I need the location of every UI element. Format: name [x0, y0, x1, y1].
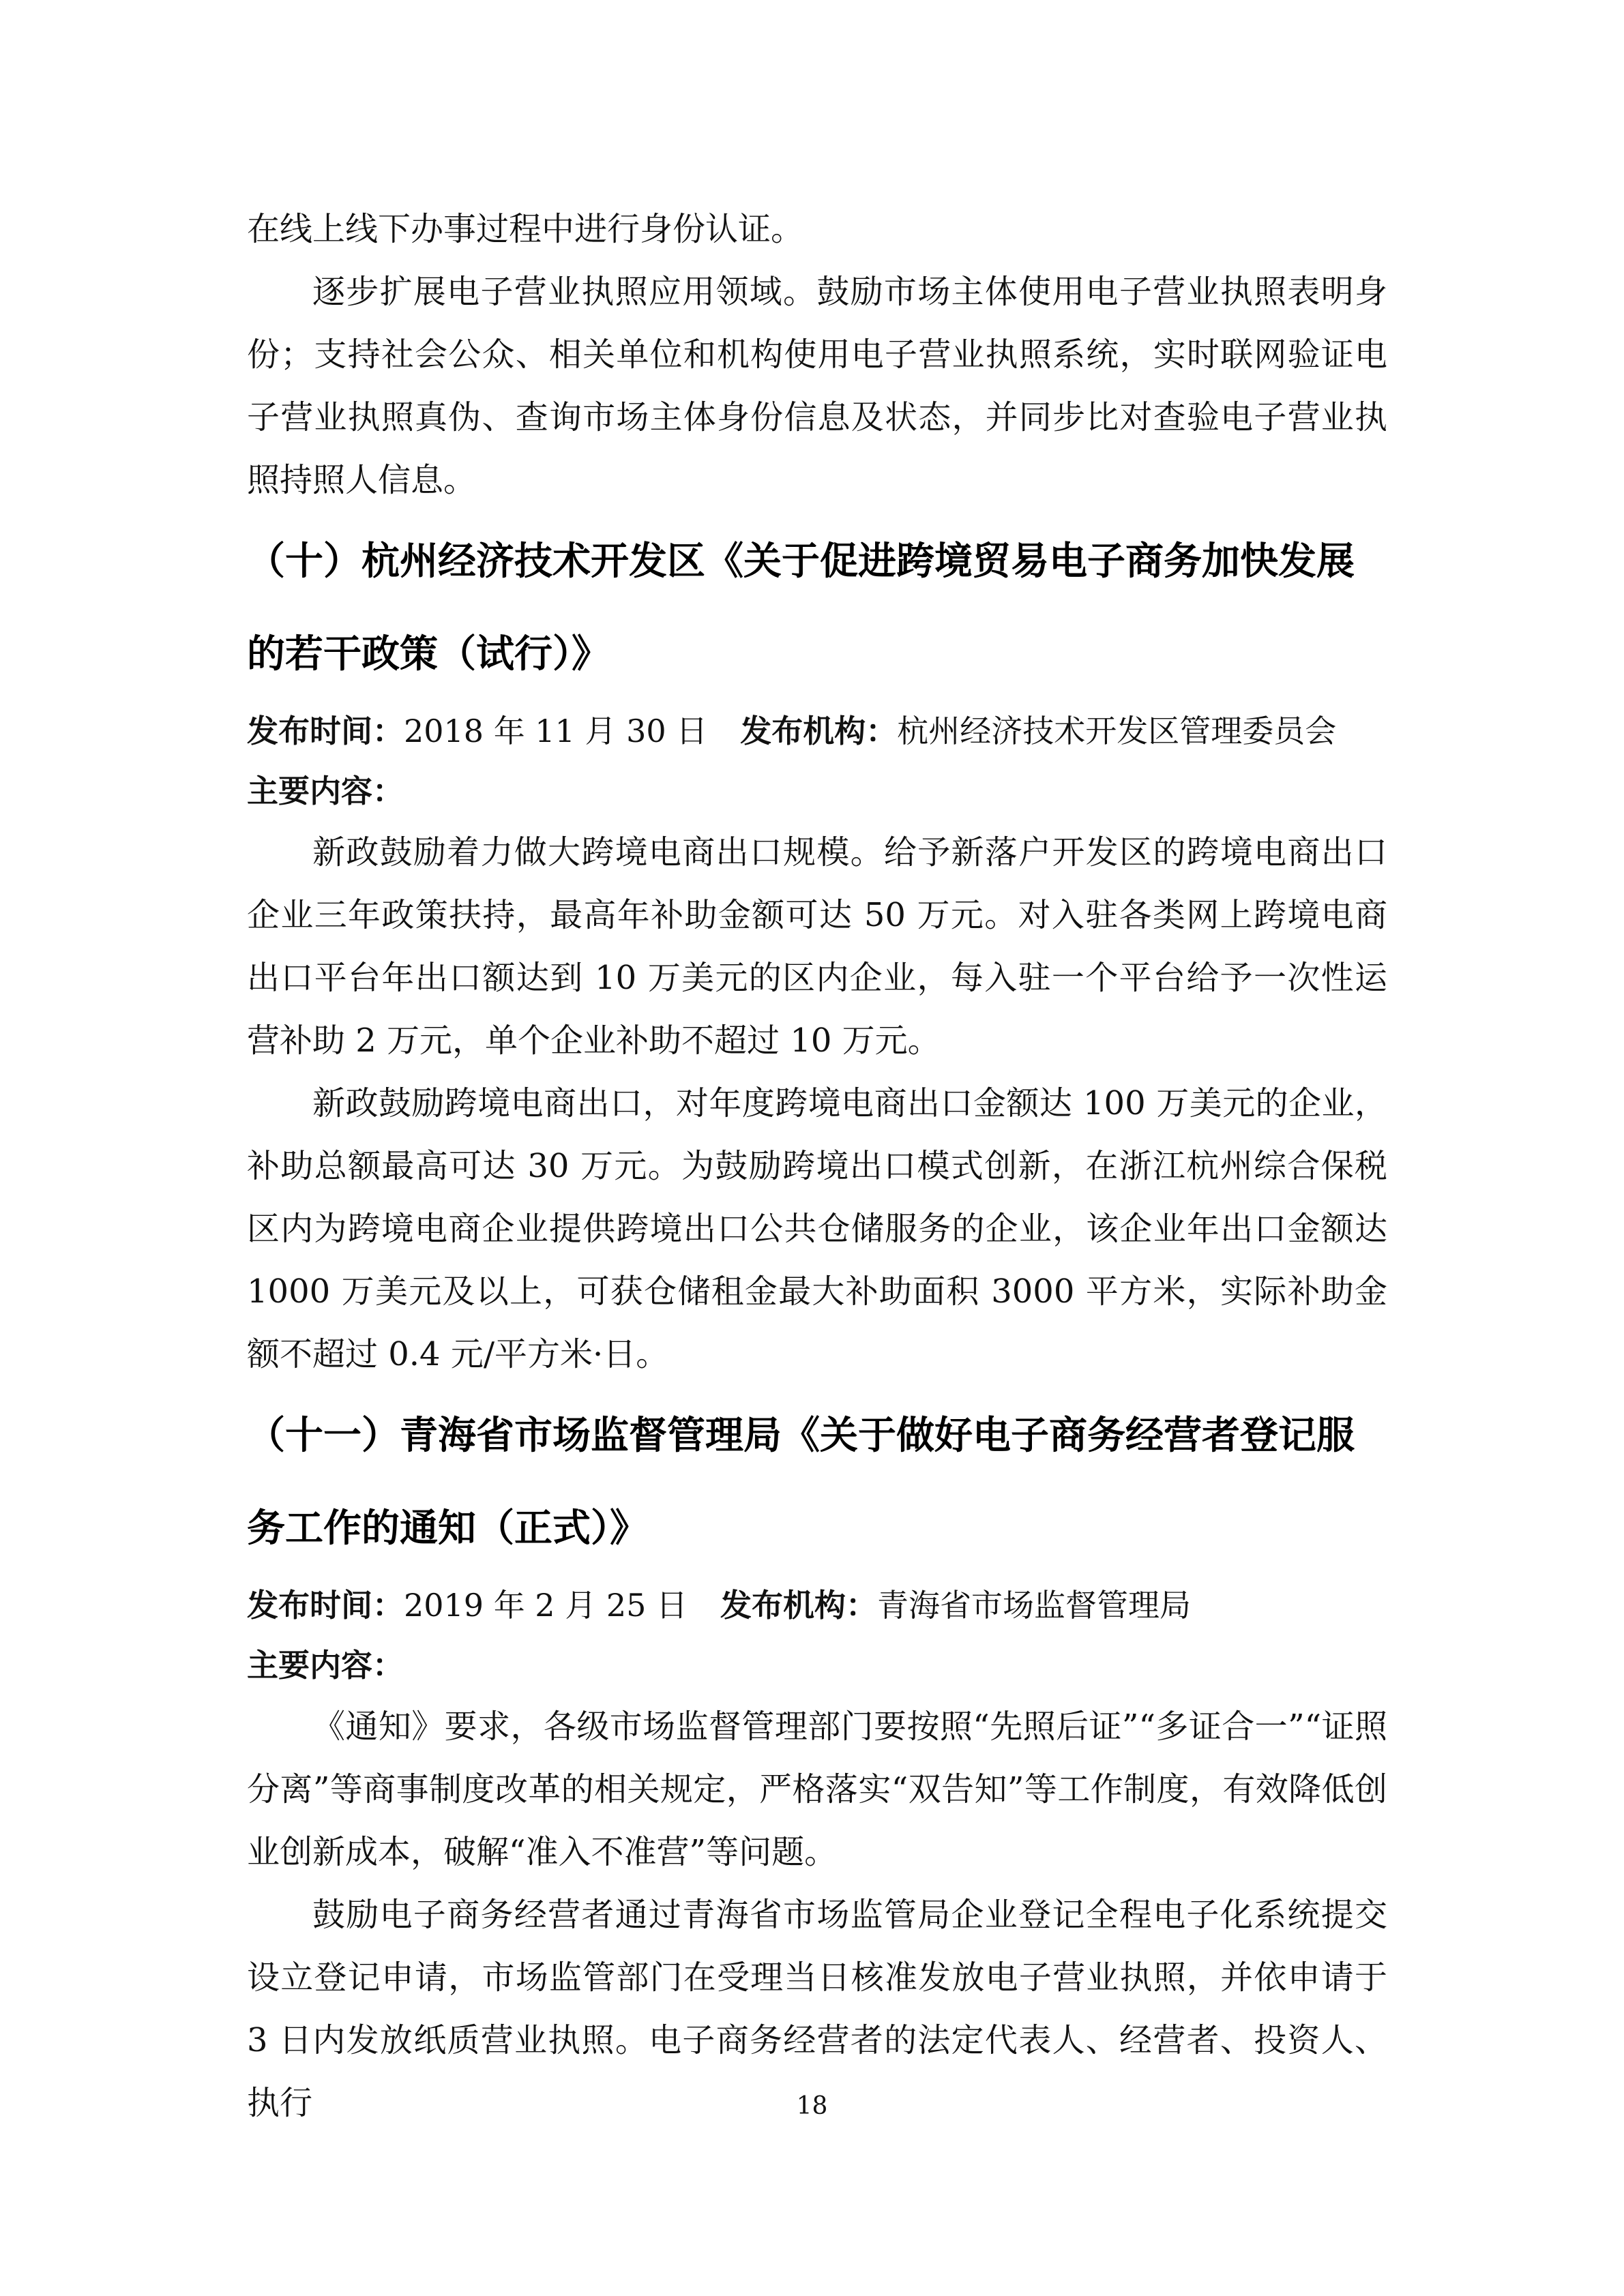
publish-time-value: 2018 年 11 月 30 日	[404, 713, 708, 749]
section-10-paragraph-1: 新政鼓励着力做大跨境电商出口规模。给予新落户开发区的跨境电商出口企业三年政策扶持，最高年补助金额可达 50 万元。对入驻各类网上跨境电商出口平台年出口额达到 10 万美元的区内企业，每入驻一个平台给予一次性运营补助 2 万元，单个企业补助不超过 10 万元。	[247, 833, 1387, 1060]
page-number: 18	[796, 2092, 828, 2120]
section-10-content-label: 主要内容：	[247, 773, 404, 809]
section-10-paragraph-2: 新政鼓励跨境电商出口，对年度跨境电商出口金额达 100 万美元的企业，补助总额最高可达 30 万元。为鼓励跨境出口模式创新，在浙江杭州综合保税区内为跨境电商企业提供跨境出口公共仓储服务的企业，该企业年出口金额达 1000 万美元及以上，可获仓储租金最大补助面积 3000 平方米，实际补助金额不超过 0.4 元/平方米·日。	[247, 1084, 1387, 1373]
section-11-meta	[247, 1575, 1387, 1635]
publish-time-label: 发布时间：	[247, 1587, 404, 1624]
publisher-value: 青海省市场监督管理局	[876, 1587, 1191, 1624]
publisher-label: 发布机构：	[720, 1587, 877, 1624]
intro-paragraph-2: 逐步扩展电子营业执照应用领域。鼓励市场主体使用电子营业执照表明身份；支持社会公众、相关单位和机构使用电子营业执照系统，实时联网验证电子营业执照真伪、查询市场主体身份信息及状态，并同步比对查验电子营业执照持照人信息。	[247, 273, 1387, 499]
section-11-heading: （十一）青海省市场监督管理局《关于做好电子商务经营者登记服务工作的通知（正式）》	[247, 1414, 1355, 1551]
section-10-heading: （十）杭州经济技术开发区《关于促进跨境贸易电子商务加快发展的若干政策（试行）》	[247, 539, 1355, 676]
section-11-paragraph-1: 《通知》要求，各级市场监督管理部门要按照“先照后证”“多证合一”“证照分离”等商事制度改革的相关规定，严格落实“双告知”等工作制度，有效降低创业创新成本，破解“准入不准营”等问题。	[247, 1708, 1387, 1871]
page-content	[247, 198, 1387, 2134]
publisher-label: 发布机构：	[740, 713, 898, 749]
section-11-content-label: 主要内容：	[247, 1647, 404, 1684]
publish-time-label: 发布时间：	[247, 713, 404, 749]
section-10-meta	[247, 701, 1387, 761]
publish-time-value: 2019 年 2 月 25 日	[404, 1587, 688, 1624]
publisher-value: 杭州经济技术开发区管理委员会	[897, 713, 1337, 749]
intro-paragraph-1: 在线上线下办事过程中进行身份认证。	[247, 210, 804, 248]
section-11-paragraph-2: 鼓励电子商务经营者通过青海省市场监管局企业登记全程电子化系统提交设立登记申请，市场监管部门在受理当日核准发放电子营业执照，并依申请于 3 日内发放纸质营业执照。电子商务经营者的法定代表人、经营者、投资人、执行	[247, 1896, 1387, 2122]
